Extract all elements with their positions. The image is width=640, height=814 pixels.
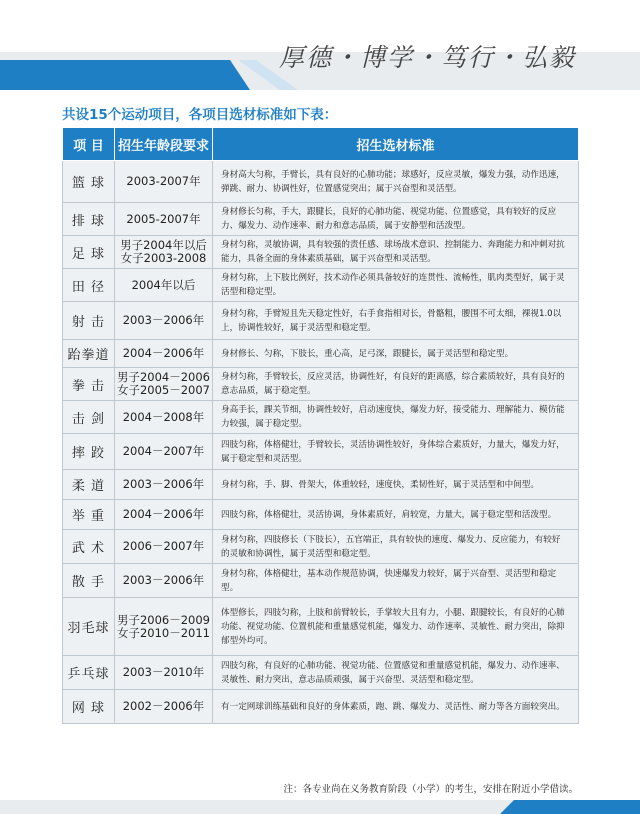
age-requirement: [115, 236, 213, 269]
table-row: [63, 564, 579, 598]
age-requirement: [115, 269, 213, 302]
sport-name: 田 径: [63, 269, 115, 302]
table-row: [63, 690, 579, 724]
age-requirement: [115, 690, 213, 724]
age-line: 2003-2007年: [126, 174, 201, 188]
age-requirement: [115, 656, 213, 690]
sport-name: 跆拳道: [63, 340, 115, 368]
header-criteria: 招生选材标准: [213, 128, 579, 161]
age-requirement: [115, 340, 213, 368]
table-row: [63, 656, 579, 690]
age-line: 女子2003-2008: [120, 251, 207, 265]
selection-standards-table: [62, 127, 579, 724]
age-requirement: [115, 530, 213, 564]
age-requirement: [115, 302, 213, 340]
sport-name: 摔 跤: [63, 434, 115, 470]
age-line: 2002－2006年: [122, 699, 205, 713]
header-accent-bar: [0, 60, 250, 90]
table-row: [63, 500, 579, 530]
age-line: 2004－2008年: [122, 409, 205, 424]
selection-criteria: 四肢匀称，体格健壮，手臂较长，灵活协调性较好，身体综合素质好，力量大，爆发力好，属于稳定型和灵活型。: [213, 434, 579, 470]
age-line: 2004－2006年: [122, 346, 205, 360]
table-row: [63, 203, 579, 236]
age-line: 2003－2006年: [122, 573, 205, 587]
selection-criteria: 身材匀称，四肢修长（下肢长），五官端正，具有较快的速度、爆发力、反应能力，有较好的灵敏和协调性，属于灵活型和稳定型。: [213, 530, 579, 564]
age-line: 2003－2010年: [122, 665, 205, 679]
age-line: 2003－2006年: [122, 477, 205, 491]
table-row: [63, 161, 579, 203]
selection-criteria: 身材修长、匀称，下肢长，重心高，足弓深，跟腱长，属于灵活型和稳定型。: [213, 340, 579, 368]
age-requirement: [115, 470, 213, 500]
school-motto: 厚德・博学・笃行・弘毅: [278, 43, 576, 72]
age-line: 2004－2006年: [122, 507, 205, 521]
age-requirement: [115, 598, 213, 656]
selection-criteria: 身材匀称，手臂较长，反应灵活，协调性好，有良好的距离感，综合素质较好，具有良好的意志品质，属于稳定型。: [213, 368, 579, 401]
age-requirement: [115, 564, 213, 598]
sport-name: 击 剑: [63, 401, 115, 434]
sport-name: 拳 击: [63, 368, 115, 401]
selection-criteria: 身材匀称，手、脚、骨架大，体重较轻，速度快，柔韧性好，属于灵活型和中间型。: [213, 470, 579, 500]
age-line: 2006－2007年: [122, 539, 205, 553]
age-line: 2004年以后: [131, 277, 196, 292]
age-line: 男子2006－2009: [116, 612, 211, 627]
table-header-row: [63, 128, 579, 161]
age-requirement: [115, 500, 213, 530]
age-requirement: [115, 161, 213, 203]
footer-accent-bar: [500, 800, 640, 814]
sport-name: 足 球: [63, 236, 115, 269]
table-row: [63, 236, 579, 269]
age-requirement: [115, 401, 213, 434]
selection-criteria: 身材匀称，体格健壮，基本动作规范协调，快速爆发力较好，属于兴奋型、灵活型和稳定型。: [213, 564, 579, 598]
selection-criteria: 四肢匀称，有良好的心肺功能、视觉功能、位置感觉和重量感觉机能，爆发力、动作速率、灵敏性、耐力突出，意志品质顽强，属于兴奋型、灵活型和稳定型。: [213, 656, 579, 690]
table-row: [63, 368, 579, 401]
selection-criteria: 四肢匀称，体格健壮，灵活协调，身体素质好，肩较宽，力量大，属于稳定型和活泼型。: [213, 500, 579, 530]
age-line: 男子2004－2006: [116, 370, 211, 384]
sport-name: 武 术: [63, 530, 115, 564]
selection-criteria: 身材匀称，灵敏协调，具有较强的责任感、球场战术意识、控制能力、奔跑能力和冲刺对抗能力，具备全面的身体素质基础，属于兴奋型和灵活型。: [213, 236, 579, 269]
age-requirement: [115, 368, 213, 401]
age-requirement: [115, 203, 213, 236]
selection-criteria: 身高手长，踝关节细，协调性较好，启动速度快，爆发力好，接受能力、理解能力、模仿能力较强，属于稳定型。: [213, 401, 579, 434]
selection-criteria: 体型修长，四肢匀称，上肢和前臂较长，手掌较大且有力，小腿、跟腱较长，有良好的心肺功能、视觉功能、位置机能和重量感觉机能，爆发力、动作速率、灵敏性、耐力突出，除抑郁型外均可。: [213, 598, 579, 656]
age-line: 2003－2006年: [122, 313, 205, 327]
table-row: [63, 434, 579, 470]
age-line: 女子2005－2007: [116, 383, 211, 397]
sport-name: 射 击: [63, 302, 115, 340]
intro-heading: 共设15个运动项目，各项目选材标准如下表：: [62, 107, 338, 123]
age-requirement: [115, 434, 213, 470]
sport-name: 网 球: [63, 690, 115, 724]
table-row: [63, 470, 579, 500]
sport-name: 散 手: [63, 564, 115, 598]
table-row: [63, 302, 579, 340]
age-line: 2005-2007年: [126, 211, 201, 226]
sport-name: 柔 道: [63, 470, 115, 500]
table-row: [63, 269, 579, 302]
header-item: 项 目: [63, 128, 115, 161]
selection-criteria: 身材匀称，手臂短且先天稳定性好，右手食指相对长，骨骼粗，腰围不可太细，裸视1.0以上，协调性较好，属于灵活型和稳定型。: [213, 302, 579, 340]
header-age: 招生年龄段要求: [115, 128, 213, 161]
sport-name: 羽毛球: [63, 598, 115, 656]
table-row: [63, 598, 579, 656]
sport-name: 举 重: [63, 500, 115, 530]
selection-criteria: 有一定网球训练基础和良好的身体素质，跑、跳、爆发力、灵活性、耐力等各方面较突出。: [213, 690, 579, 724]
footer-note: 注：各专业尚在义务教育阶段（小学）的考生，安排在附近小学借读。: [283, 784, 578, 795]
sport-name: 篮 球: [63, 161, 115, 203]
selection-criteria: 身材匀称，上下肢比例好，技术动作必须具备较好的连贯性、流畅性，肌肉类型好，属于灵活型和稳定型。: [213, 269, 579, 302]
selection-criteria: 身材修长匀称，手大，跟腱长，良好的心肺功能、视觉功能、位置感觉，具有较好的反应力、爆发力、动作速率、耐力和意志品质，属于安静型和活泼型。: [213, 203, 579, 236]
table-row: [63, 340, 579, 368]
table-row: [63, 401, 579, 434]
age-line: 女子2010－2011: [116, 625, 211, 640]
selection-criteria: 身材高大匀称，手臂长，具有良好的心肺功能；球感好，反应灵敏，爆发力强，动作迅速，弹跳、耐力、协调性好，位置感觉突出；属于兴奋型和灵活型。: [213, 161, 579, 203]
sport-name: 乒乓球: [63, 656, 115, 690]
age-line: 2004－2007年: [122, 444, 205, 458]
table-row: [63, 530, 579, 564]
age-line: 男子2004年以后: [120, 238, 207, 252]
sport-name: 排 球: [63, 203, 115, 236]
